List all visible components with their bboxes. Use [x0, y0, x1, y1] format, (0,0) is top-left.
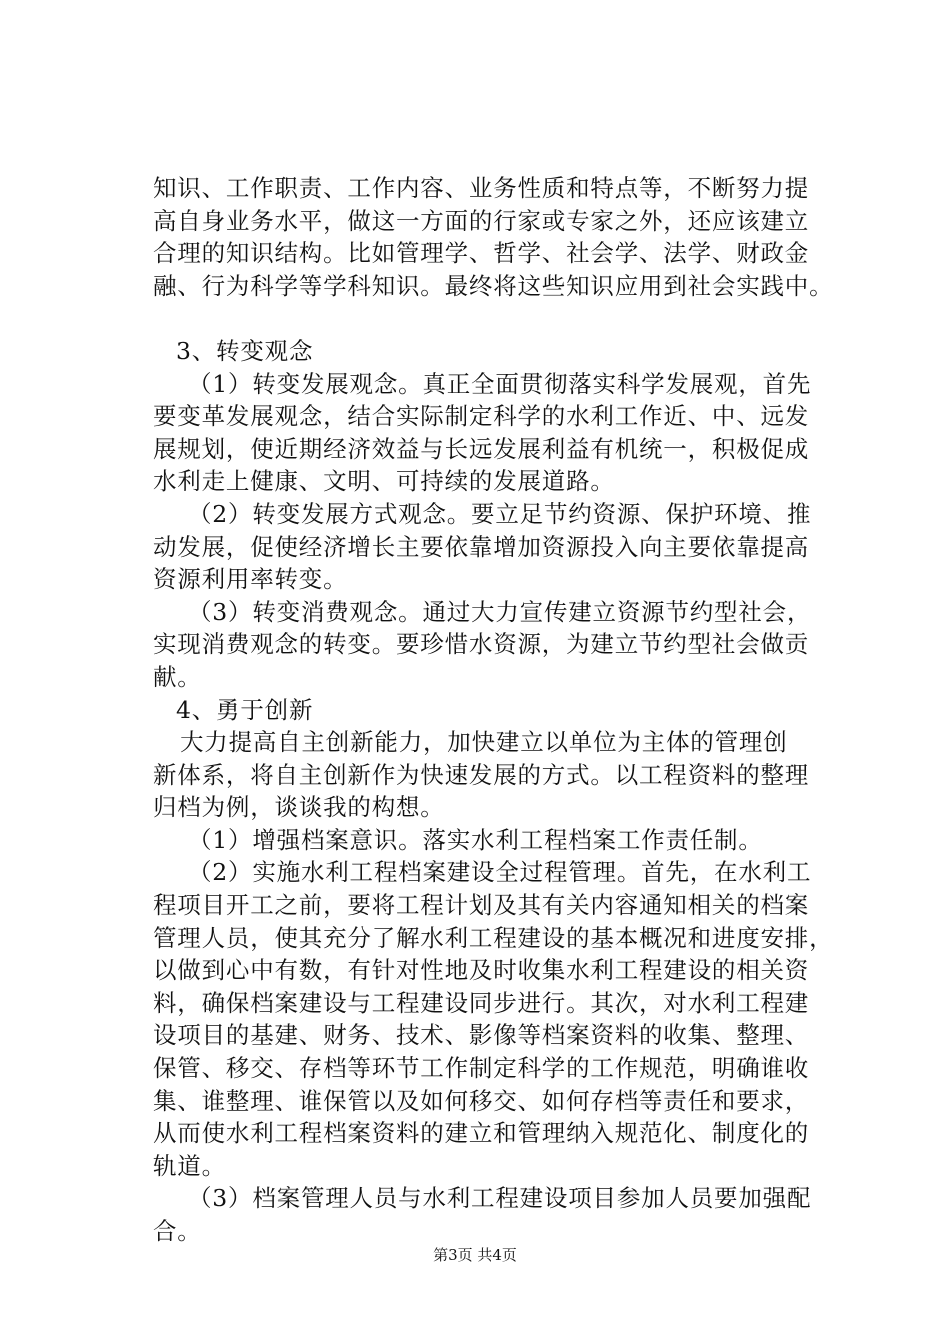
body-line: （2）转变发展方式观念。要立足节约资源、保护环境、推 — [188, 499, 812, 528]
body-line: 合理的知识结构。比如管理学、哲学、社会学、法学、财政金 — [153, 239, 810, 268]
body-line: （2）实施水利工程档案建设全过程管理。首先，在水利工 — [188, 858, 812, 887]
section-heading: 3、转变观念 — [176, 336, 314, 365]
body-line: 程项目开工之前，要将工程计划及其有关内容通知相关的档案 — [153, 891, 810, 920]
body-line: 轨道。 — [153, 1151, 226, 1180]
body-line: 动发展，促使经济增长主要依靠增加资源投入向主要依靠提高 — [153, 532, 810, 561]
body-line: 料，确保档案建设与工程建设同步进行。其次，对水利工程建 — [153, 988, 810, 1017]
body-line: 管理人员，使其充分了解水利工程建设的基本概况和进度安排， — [153, 923, 834, 952]
body-line: 献。 — [153, 662, 202, 691]
body-line: 展规划，使近期经济效益与长远发展利益有机统一，积极促成 — [153, 434, 810, 463]
body-line: 从而使水利工程档案资料的建立和管理纳入规范化、制度化的 — [153, 1119, 810, 1148]
body-line: 新体系，将自主创新作为快速发展的方式。以工程资料的整理 — [153, 760, 810, 789]
page-footer: 第3页 共4页 — [433, 1246, 517, 1264]
section-heading: 4、勇于创新 — [176, 695, 314, 724]
body-line: 资源利用率转变。 — [153, 565, 348, 594]
body-line: 保管、移交、存档等环节工作制定科学的工作规范，明确谁收 — [153, 1054, 810, 1083]
body-line: 知识、工作职责、工作内容、业务性质和特点等，不断努力提 — [153, 174, 810, 202]
body-line: 实现消费观念的转变。要珍惜水资源，为建立节约型社会做贡 — [153, 630, 810, 659]
body-line: 归档为例，谈谈我的构想。 — [153, 793, 445, 822]
body-line: 融、行为科学等学科知识。最终将这些知识应用到社会实践中。 — [153, 271, 834, 300]
body-line: （1）增强档案意识。落实水利工程档案工作责任制。 — [188, 825, 763, 854]
body-line: 设项目的基建、财务、技术、影像等档案资料的收集、整理、 — [153, 1021, 810, 1050]
body-line: （3）转变消费观念。通过大力宣传建立资源节约型社会， — [188, 597, 812, 626]
body-line: （3）档案管理人员与水利工程建设项目参加人员要加强配 — [188, 1184, 812, 1213]
document-body — [153, 172, 843, 1248]
paragraph-spacer — [153, 302, 843, 335]
body-line: 集、谁整理、谁保管以及如何移交、如何存档等责任和要求， — [153, 1086, 810, 1115]
body-line: 合。 — [153, 1217, 202, 1245]
body-line: 要变革发展观念，结合实际制定科学的水利工作近、中、远发 — [153, 402, 810, 431]
body-line: 高自身业务水平，做这一方面的行家或专家之外，还应该建立 — [153, 206, 810, 235]
body-line: 以做到心中有数，有针对性地及时收集水利工程建设的相关资 — [153, 956, 810, 985]
body-line: （1）转变发展观念。真正全面贯彻落实科学发展观，首先 — [188, 369, 812, 398]
body-line: 大力提高自主创新能力，加快建立以单位为主体的管理创 — [180, 728, 788, 757]
body-line: 水利走上健康、文明、可持续的发展道路。 — [153, 467, 615, 496]
